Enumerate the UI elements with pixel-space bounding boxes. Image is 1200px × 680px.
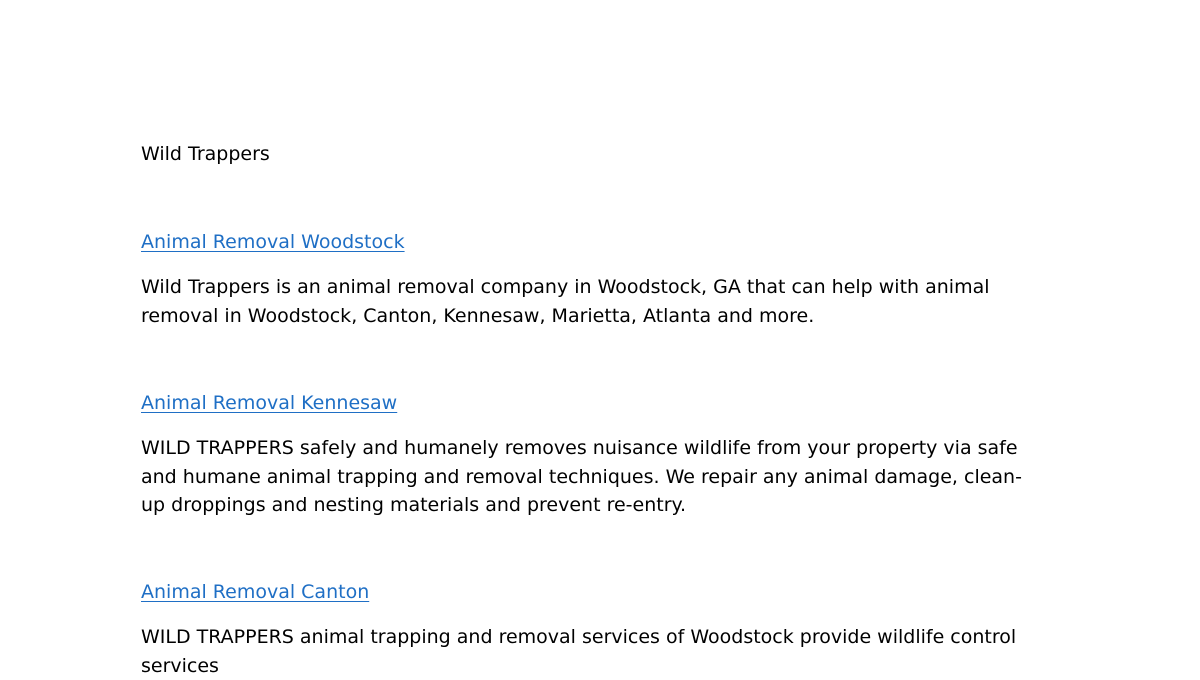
section-woodstock [141,229,1041,330]
section-kennesaw [141,390,1041,520]
link-animal-removal-kennesaw[interactable]: Animal Removal Kennesaw [141,392,398,414]
link-animal-removal-woodstock[interactable]: Animal Removal Woodstock [141,231,405,253]
document-title: Wild Trappers [141,143,270,165]
paragraph-woodstock: Wild Trappers is an animal removal company in Woodstock, GA that can help with animal removal in Woodstock, Canton, Kennesaw, Marietta, Atlanta and more. [141,276,990,327]
paragraph-kennesaw: WILD TRAPPERS safely and humanely removes nuisance wildlife from your property via safe and humane animal trapping and removal techniques. We repair any animal damage, clean-up droppings and nesting materials and prevent re-entry. [141,437,1022,516]
section-canton [141,579,1041,680]
link-animal-removal-canton[interactable]: Animal Removal Canton [141,581,370,603]
paragraph-canton: WILD TRAPPERS animal trapping and removal services of Woodstock provide wildlife control services [141,626,1017,677]
